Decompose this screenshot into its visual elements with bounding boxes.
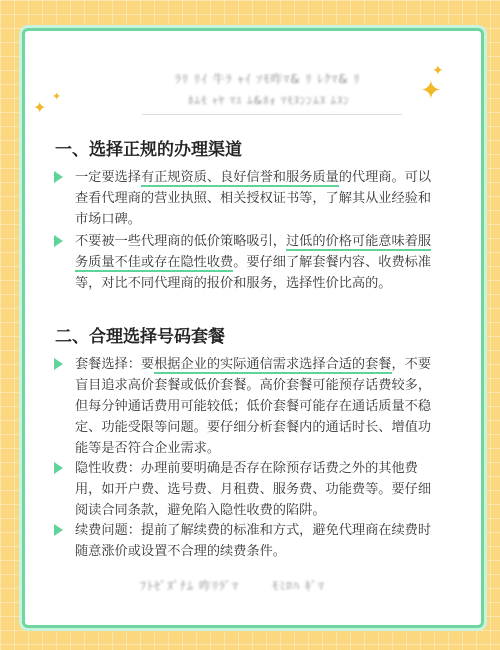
item-text: 续费问题：提前了解续费的标准和方式，避免代理商在续费时随意涨价或设置不合理的续费条件。 xyxy=(75,523,432,559)
item-text: 隐性收费：办理前要明确是否存在除预存话费之外的其他费用，如开户费、选号费、月租费、服务费、功能费等。要仔细阅读合同条款，避免陷入隐性收费的陷阱。 xyxy=(75,461,432,518)
list-item xyxy=(54,520,444,562)
bullet-triangle-icon xyxy=(54,235,63,247)
blurred-footer-text: ﾓﾐﾛﾊ ｷﾞﾏ xyxy=(272,579,325,593)
highlighted-text: 过低的价格可能意味着服务质量不佳或存在隐性收费 xyxy=(75,234,432,270)
bullet-triangle-icon xyxy=(54,524,63,536)
section-title: 二、合理选择号码套餐 xyxy=(55,327,225,347)
item-text: 不要被一些代理商的低价策略吸引， xyxy=(75,234,286,249)
blurred-header-line: ﾗﾘ ﾘｲ 牛ﾗ ｬｲ ｿﾓ咋ﾏ& ﾘ ﾚｸﾏ& ﾘ xyxy=(175,72,361,86)
bullet-triangle-icon xyxy=(54,358,63,370)
item-text: 。要仔细了解套餐内容、收费标准等，对比不同代理商的报价和服务，选择性价比高的。 xyxy=(75,255,432,291)
bullet-triangle-icon xyxy=(54,171,63,183)
list-item xyxy=(54,458,444,521)
list-item xyxy=(54,354,444,459)
list-item xyxy=(54,167,444,230)
sparkle-icon: ✦ xyxy=(432,63,444,79)
sparkle-icon: ✦ xyxy=(52,90,62,103)
bullet-triangle-icon xyxy=(54,462,63,474)
blurred-footer-text: ﾌﾄｾﾞﾇﾞﾅﾑ 咋ﾘﾗﾞﾏ xyxy=(140,579,239,593)
blurred-header-line: ﾎﾑﾓ ｬﾔ ﾏﾕ ﾑ&ﾎｫ ﾏﾓﾇﾝﾝﾑﾇ ﾑﾇﾝ xyxy=(188,94,351,107)
list-item xyxy=(54,231,444,294)
item-text: 一定要选择 xyxy=(75,170,141,185)
sparkle-icon: ✦ xyxy=(33,98,47,117)
highlighted-text: 根据企业的实际通信需求选择合适的套餐 xyxy=(154,357,392,372)
sparkle-icon: ✦ xyxy=(420,76,442,106)
item-text: ，不要盲目追求高价套餐或低价套餐。高价套餐可能预存话费较多，但每分钟通话费用可能较低；低价套餐可能存在通话质量不稳定、功能受限等问题。要仔细分析套餐内的通话时长、增值功能等是否符合企业需求。 xyxy=(75,357,432,456)
section-title: 一、选择正规的办理渠道 xyxy=(55,140,242,160)
divider xyxy=(142,114,402,115)
item-text: 的代理商。可以查看代理商的营业执照、相关授权证书等，了解其从业经验和市场口碑。 xyxy=(75,170,432,227)
item-text: 套餐选择：要 xyxy=(75,357,155,372)
highlighted-text: 有正规资质、良好信誉和服务质量 xyxy=(140,170,339,185)
